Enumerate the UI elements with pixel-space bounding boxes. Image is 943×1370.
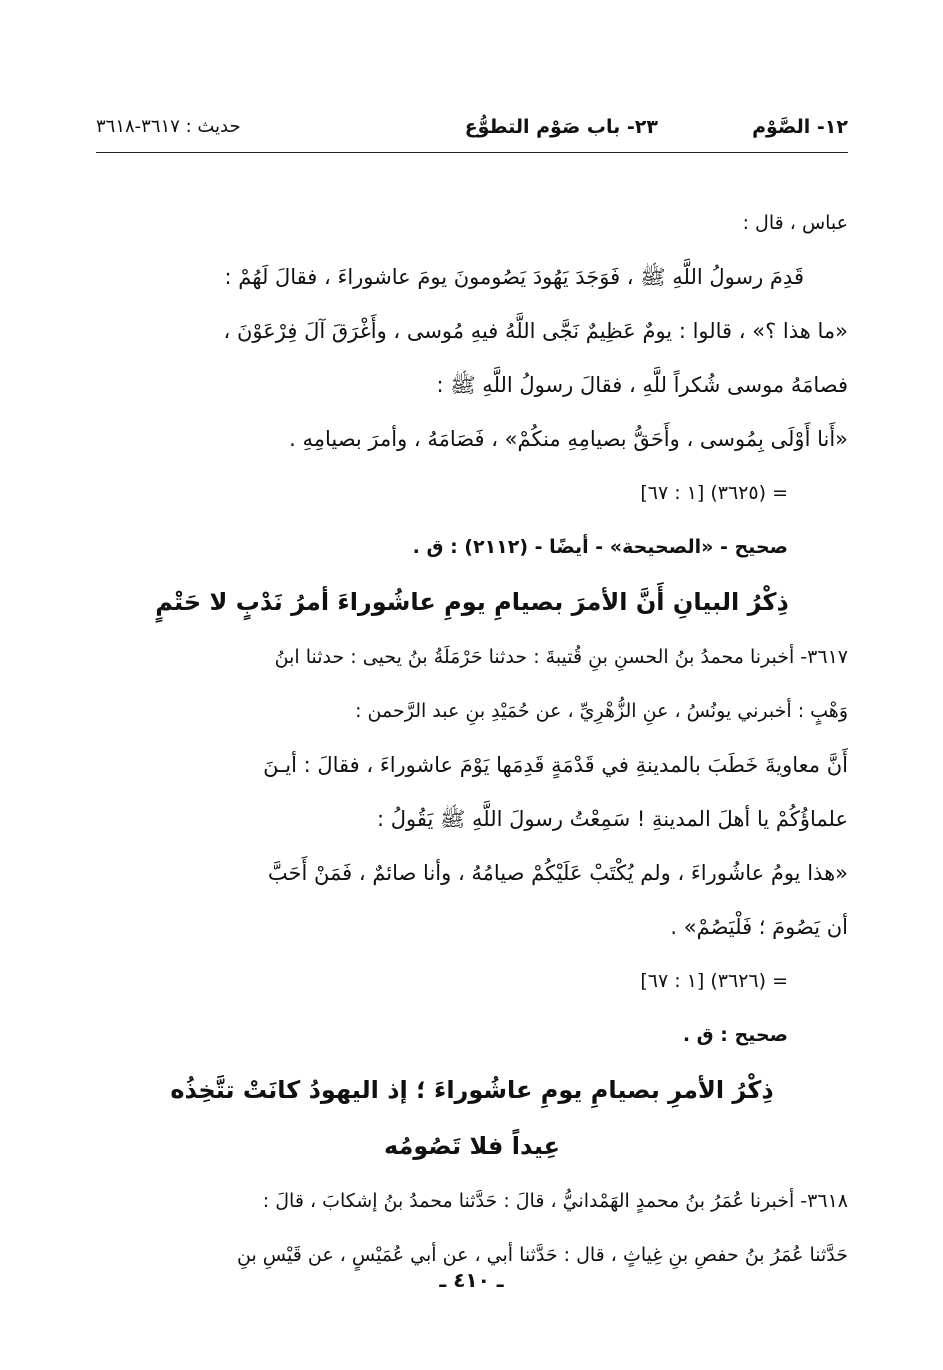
reference-line: = (٣٦٢٦) [١ : ٦٧] [640, 970, 788, 992]
text-line: عباس ، قال : [742, 212, 848, 234]
text-line: قَدِمَ رسولُ اللَّهِ ﷺ ، فَوَجَدَ يَهُودَ يَصُومونَ يومَ عاشوراءَ ، فقالَ لَهُمْ : [224, 265, 804, 289]
text-line: أَنَّ معاويةَ خَطَبَ بالمدينةِ في قَدْمَةٍ قَدِمَها يَوْمَ عاشوراءَ ، فقالَ : أيـنَ [263, 753, 848, 777]
section-title: ذِكْرُ البيانِ أَنَّ الأمرَ بصيامِ يومِ عاشُوراءَ أمرُ نَدْبٍ لا حَتْمٍ [155, 588, 789, 616]
section-title-continuation: عِيداً فلا تَصُومُه [383, 1132, 561, 1160]
text-line: أن يَصُومَ ؛ فَلْيَصُمْ» . [670, 915, 848, 939]
grading-line: صحيح : ق . [682, 1024, 788, 1046]
text-line: «هذا يومُ عاشُوراءَ ، ولم يُكْتَبْ عَلَيْكُمْ صيامُهُ ، وأنا صائمٌ ، فَمَنْ أَحَبَّ [267, 861, 848, 885]
reference-line: = (٣٦٢٥) [١ : ٦٧] [640, 482, 788, 504]
hadith-isnad-line: وَهْبٍ : أخبرني يونُسُ ، عنِ الزُّهْرِيِّ ، عن حُمَيْدِ بنِ عبد الرَّحمن : [355, 700, 848, 722]
hadith-isnad-line: ٣٦١٨- أخبرنا عُمَرُ بنُ محمدٍ الهَمْدانيُّ ، قالَ : حَدَّثنا محمدُ بنُ إشكابَ ، قالَ : [262, 1190, 848, 1212]
header-hadith-range: حديث : ٣٦١٧-٣٦١٨ [96, 116, 241, 137]
page-body [96, 196, 848, 1282]
header-bab: ٢٣- باب صَوْم التطوُّع [464, 116, 658, 138]
header-divider [96, 152, 848, 153]
hadith-isnad-line: ٣٦١٧- أخبرنا محمدُ بنُ الحسنِ بنِ قُتيبةَ : حدثنا حَرْمَلَةُ بنُ يحيى : حدثنا ابنُ [274, 646, 848, 668]
hadith-isnad-line: حَدَّثنا عُمَرُ بنُ حفصِ بنِ غِياثٍ ، قال : حَدَّثنا أبي ، عن أبي عُمَيْسٍ ، عن قَيْسِ بنِ [236, 1244, 848, 1266]
text-line: «أَنا أَوْلَى بِمُوسى ، وأَحَقُّ بصيامِهِ منكُمْ» ، فَصَامَهُ ، وأمرَ بصيامِهِ . [289, 427, 848, 451]
header-chapter: ١٢- الصَّوْم [752, 116, 848, 138]
text-line: علماؤُكُمْ يا أهلَ المدينةِ ! سَمِعْتُ رسولَ اللَّهِ ﷺ يَقُولُ : [377, 807, 848, 831]
page-number: ـ ٤١٠ ـ [439, 1268, 504, 1292]
running-header [96, 112, 848, 148]
section-title: ذِكْرُ الأمرِ بصيامِ يومِ عاشُوراءَ ؛ إذ اليهودُ كانَتْ تتَّخِذُه [170, 1076, 774, 1104]
text-line: «ما هذا ؟» ، قالوا : يومٌ عَظِيمٌ نَجَّى اللَّهُ فيهِ مُوسى ، وأَغْرَقَ آلَ فِرْعَوْنَ ، [223, 319, 848, 343]
text-line: فصامَهُ موسى شُكراً للَّهِ ، فقالَ رسولُ اللَّهِ ﷺ : [436, 373, 848, 397]
grading-line: صحيح - «الصحيحة» - أيضًا - (٢١١٢) : ق . [412, 536, 788, 558]
